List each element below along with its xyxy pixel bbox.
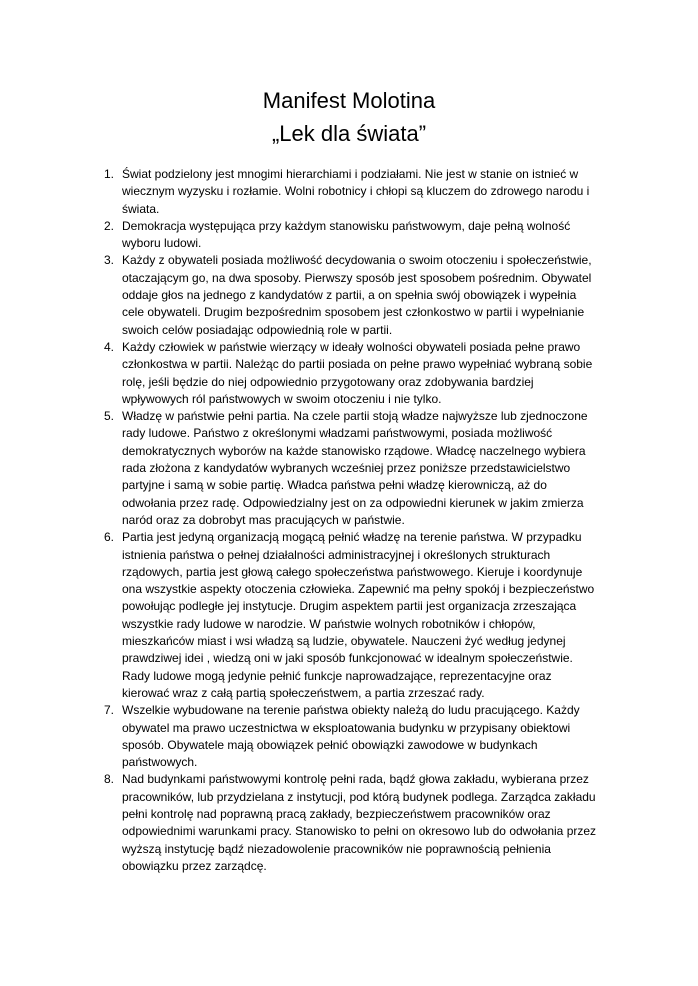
- list-item: [96, 408, 606, 529]
- item-number: 5.: [104, 409, 115, 424]
- item-number: 8.: [104, 772, 115, 787]
- list-item: [96, 702, 606, 771]
- document-subtitle: „Lek dla świata”: [271, 121, 427, 146]
- item-text: Demokracja występująca przy każdym stanowisku państwowym, daje pełną wolność wyboru ludowi.: [122, 218, 571, 251]
- item-text: Nad budynkami państwowymi kontrolę pełni rada, bądź głowa zakładu, wybierana przez pracowników, lub przydzielana z instytucji, pod którą budynek podlega. Zarządca zakładu pełni kontrolę nad poprawną pracą zakłady, bezpieczeństwem pracowników oraz odpowiednimi warunkami pracy. Stanowisko to pełni on okresowo lub do odwołania przez wyższą instytucję bądź niezadowolenie pracowników nie poprawnością pełnienia obowiązku przez zarządcę.: [122, 772, 597, 873]
- list-item: [96, 252, 606, 338]
- item-number: 7.: [104, 703, 115, 718]
- item-text: Świat podzielony jest mnogimi hierarchiami i podziałami. Nie jest w stanie on istnieć w wiecznym wyzysku i rozłamie. Wolni robotnicy i chłopi są kluczem do zdrowego narodu i świata.: [122, 167, 590, 216]
- item-number: 1.: [104, 167, 115, 181]
- item-number: 6.: [104, 530, 115, 545]
- item-number: 3.: [104, 253, 115, 268]
- list-item: [96, 529, 606, 702]
- list-item: [96, 218, 606, 253]
- item-text: Partia jest jedyną organizacją mogącą pełnić władzę na terenie państwa. W przypadku istnienia państwa o pełnej działalności administracyjnej i określonych strukturach rządowych, partia jest głową całego społeczeństwa państwowego. Kieruje i koordynuje ona wszystkie aspekty otoczenia człowieka. Zapewnić ma pełny spokój i bezpieczeństwo powołując podległe jej instytucje. Drugim aspektem partii jest organizacja zrzeszająca wszystkie rady ludowe w narodzie. W państwie wolnych robotników i chłopów, mieszkańców miast i wsi władzą są ludzie, obywatele. Nauczeni żyć według jedynej prawdziwej idei , wiedzą oni w jaki sposób funkcjonować w idealnym społeczeństwie. Rady ludowe mogą jedynie pełnić funkcje naprowadzające, reprezentacyjne oraz kierować wraz z całą partią społeczeństwem, a partia zrzeszać rady.: [122, 530, 595, 700]
- item-text: Wszelkie wybudowane na terenie państwa obiekty należą do ludu pracującego. Każdy obywatel ma prawo uczestnictwa w eksploatowania budynku w przypisany obiektowi sposób. Obywatele mają obowiązek pełnić obowiązki zawodowe w budynkach państwowych.: [122, 703, 580, 770]
- title-block: [0, 0, 698, 150]
- item-text: Władzę w państwie pełni partia. Na czele partii stoją władze najwyższe lub zjednoczone rady ludowe. Państwo z określonymi władzami państwowymi, posiada możliwość demokratycznych wyborów na każde stanowisko rządowe. Władcę naczelnego wybiera rada złożona z kandydatów wybranych wcześniej przez poniższe przedstawicielstwo partyjne i samą w sobie partię. Władca państwa pełni władzę kierowniczą, aż do odwołania przez radę. Odpowiedzialny jest on za odpowiedni kierunek w jakim zmierza naród oraz za dobrobyt mas pracujących w państwie.: [122, 409, 588, 527]
- list-item: [96, 339, 606, 408]
- manifest-list: [96, 166, 606, 875]
- item-number: 4.: [104, 339, 115, 354]
- item-text: Każdy z obywateli posiada możliwość decydowania o swoim otoczeniu i społeczeństwie, otaczającym go, na dwa sposoby. Pierwszy sposób jest sposobem pośrednim. Obywatel oddaje głos na jednego z kandydatów z partii, a on spełnia swój obowiązek i wypełnia cele obywateli. Drugim bezpośrednim sposobem jest członkostwo w partii i wypełnianie swoich celów posiadając odpowiednią role w partii.: [122, 253, 592, 337]
- list-item: [96, 166, 606, 218]
- document-title: Manifest Molotina: [262, 88, 436, 113]
- list-item: [96, 771, 606, 875]
- item-number: 2.: [104, 218, 115, 233]
- item-text: Każdy człowiek w państwie wierzący w ideały wolności obywateli posiada pełne prawo członkostwa w partii. Należąc do partii posiada on pełne prawo wypełniać wybraną sobie rolę, jeśli będzie do niej odpowiednio przygotowany oraz zdobywania bardziej wpływowych ról państwowych w swoim otoczeniu i nie tylko.: [122, 339, 593, 406]
